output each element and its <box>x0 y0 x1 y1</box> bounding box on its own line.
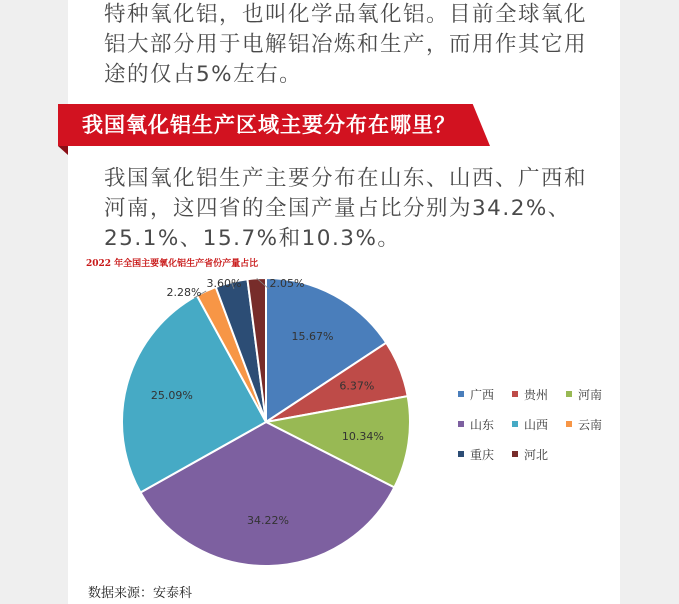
pie-data-label: 2.28% <box>166 286 202 299</box>
legend-swatch <box>512 451 518 457</box>
legend-swatch <box>512 421 518 427</box>
legend-item-河北 <box>512 445 566 463</box>
intro-line: 途的仅占5%左右。 <box>104 62 303 87</box>
legend-label: 山东 <box>470 417 495 432</box>
pie-data-label: 2.05% <box>269 277 305 290</box>
legend-swatch <box>458 451 464 457</box>
legend-item-河南 <box>566 385 620 403</box>
chart-legend <box>458 385 620 463</box>
intro-line: 特种氧化铝，也叫化学品氧化铝。目前全球氧化 <box>104 2 588 27</box>
legend-label: 广西 <box>470 387 495 402</box>
data-source: 数据来源：安泰科 <box>88 586 193 601</box>
section-heading: 我国氧化铝生产区域主要分布在哪里？ <box>82 113 456 137</box>
intro-line: 铝大部分用于电解铝冶炼和生产，而用作其它用 <box>104 32 588 57</box>
pie-data-label: 25.09% <box>150 388 193 402</box>
legend-swatch <box>566 391 572 397</box>
legend-label: 重庆 <box>470 447 495 462</box>
section-line: 河南，这四省的全国产量占比分别为34.2%、 <box>104 196 571 221</box>
pie-data-label: 10.34% <box>341 430 384 444</box>
legend-item-重庆 <box>458 445 512 463</box>
legend-item-广西 <box>458 385 512 403</box>
legend-item-山东 <box>458 415 512 433</box>
section-line: 我国氧化铝生产主要分布在山东、山西、广西和 <box>104 166 588 191</box>
pie-data-label: 15.67% <box>291 329 334 343</box>
legend-label: 山西 <box>524 417 549 432</box>
legend-label: 云南 <box>578 417 603 432</box>
legend-item-山西 <box>512 415 566 433</box>
legend-swatch <box>458 421 464 427</box>
legend-item-贵州 <box>512 385 566 403</box>
legend-swatch <box>458 391 464 397</box>
legend-label: 河北 <box>524 447 549 462</box>
legend-label: 贵州 <box>524 387 549 402</box>
legend-swatch <box>512 391 518 397</box>
legend-swatch <box>566 421 572 427</box>
chart-title: 2022 年全国主要氧化铝生产省份产量占比 <box>86 259 259 269</box>
pie-data-label: 3.60% <box>206 277 242 290</box>
pie-data-label: 34.22% <box>246 513 289 527</box>
legend-item-云南 <box>566 415 620 433</box>
legend-label: 河南 <box>578 387 603 402</box>
pie-data-label: 6.37% <box>339 379 375 393</box>
section-line: 25.1%、15.7%和10.3%。 <box>104 226 401 251</box>
